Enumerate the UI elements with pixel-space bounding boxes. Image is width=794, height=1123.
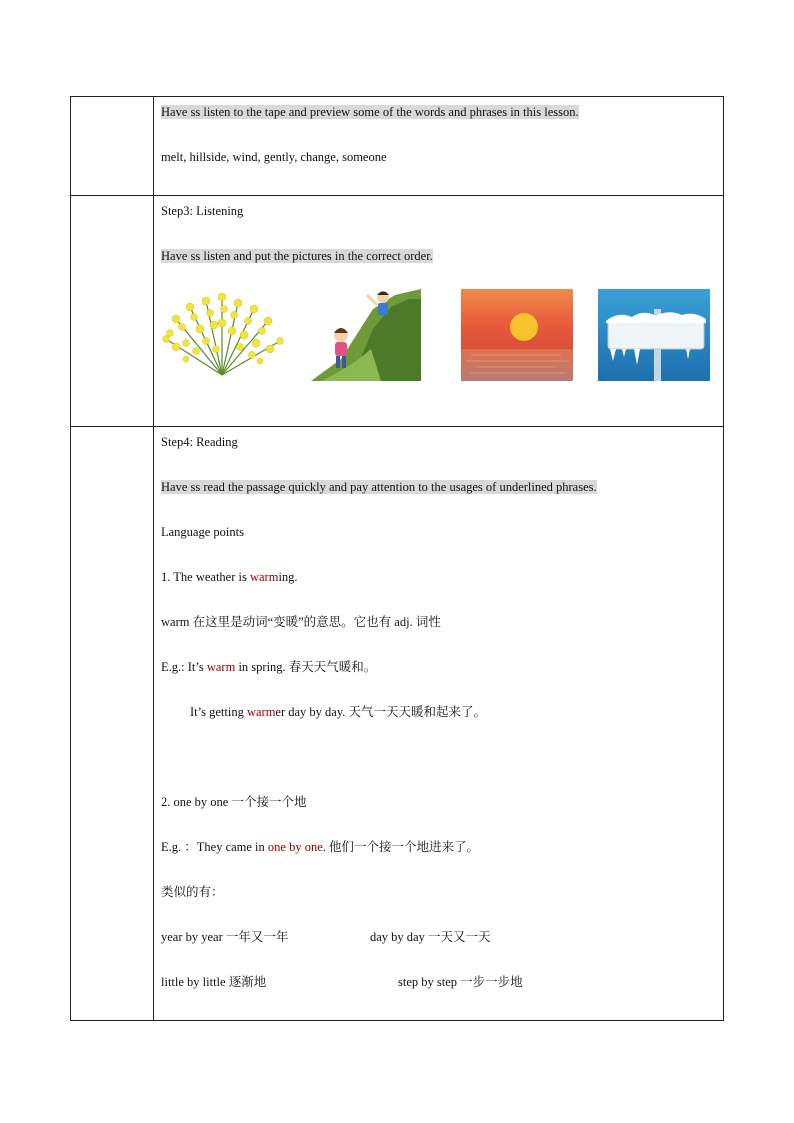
keyword: one by one (267, 840, 323, 854)
example-1: E.g.: It’s warm in spring. 春天天气暖和。 (161, 660, 377, 674)
left-cell (71, 97, 154, 196)
phrase: step by step 一步一步地 (398, 975, 523, 989)
instruction-highlight: Have ss read the passage quickly and pay attention to the usages of underlined phrases. (161, 480, 597, 494)
similar-phrases-row-2 (161, 975, 715, 990)
step-title: Step4: Reading (161, 435, 238, 449)
lesson-plan-table (70, 96, 724, 1021)
snowy-signpost-image (598, 289, 710, 381)
language-point-1-note: warm 在这里是动词“变暖”的意思。它也有 adj. 词性 (161, 615, 441, 629)
phrase: little by little 逐渐地 (161, 975, 267, 989)
example-2: It’s getting warmer day by day. 天气一天天暖和起来了。 (190, 705, 487, 719)
content-cell (154, 97, 724, 196)
content-cell (154, 196, 724, 427)
similar-phrases-row-1 (161, 930, 715, 945)
content-cell (154, 427, 724, 1021)
example-3: E.g. ：They came in one by one. 他们一个接一个地进来了。 (161, 840, 480, 854)
picture-row (161, 289, 715, 389)
language-point-2: 2. one by one 一个接一个地 (161, 795, 307, 809)
table-row (71, 427, 724, 1021)
keyword: warm (249, 570, 279, 584)
phrase: day by day 一天又一天 (370, 930, 491, 944)
table-row (71, 97, 724, 196)
instruction-highlight: Have ss listen and put the pictures in the correct order. (161, 249, 433, 263)
similar-label: 类似的有： (161, 885, 224, 899)
left-cell (71, 427, 154, 1021)
table-row (71, 196, 724, 427)
children-climbing-hill-image (311, 289, 421, 381)
left-cell (71, 196, 154, 427)
sunset-image (461, 289, 573, 381)
keyword: warm (246, 705, 276, 719)
keyword: warm (206, 660, 236, 674)
instruction-highlight: Have ss listen to the tape and preview some of the words and phrases in this lesson. (161, 105, 579, 119)
section-heading: Language points (161, 525, 244, 539)
phrase: year by year 一年又一年 (161, 930, 289, 944)
vocabulary-list: melt, hillside, wind, gently, change, someone (161, 150, 387, 164)
language-point-1: 1. The weather is warming. (161, 570, 298, 584)
flower-bush-image (156, 289, 288, 381)
step-title: Step3: Listening (161, 204, 244, 218)
